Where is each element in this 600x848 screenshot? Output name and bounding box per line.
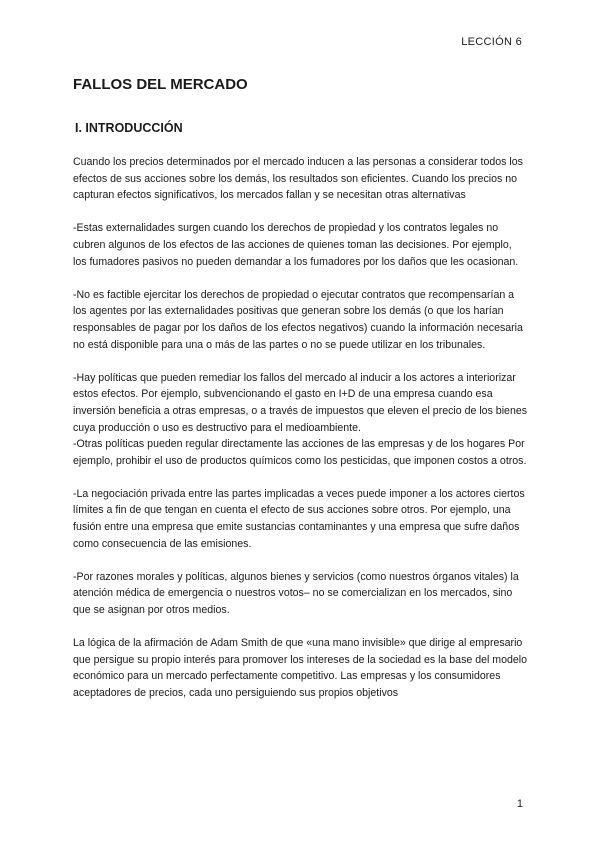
lesson-header: LECCIÓN 6 bbox=[461, 36, 522, 48]
page-title: FALLOS DEL MERCADO bbox=[73, 76, 248, 93]
paragraph: -Estas externalidades surgen cuando los derechos de propiedad y los contratos legales no cubren algunos de los efectos de las acciones de quienes toman las decisiones. Por ejemplo, los fumadores pasivos no pueden demandar a los fumadores por los daños que les ocasionan. bbox=[73, 222, 519, 268]
paragraph: -La negociación privada entre las partes implicadas a veces puede imponer a los actores ciertos límites a fin de que tengan en cuenta el efecto de sus acciones sobre otros. Por ejemplo, una fusión entre una empresa que emite sustancias contaminantes y una empresa que sufre daños como consecuencia de las emisiones. bbox=[73, 487, 525, 550]
body-text bbox=[73, 154, 528, 718]
paragraph: -Por razones morales y políticas, algunos bienes y servicios (como nuestros órganos vitales) la atención médica de emergencia o nuestros votos– no se comercializan en los mercados, sino que se asignan por otros medios. bbox=[73, 570, 519, 617]
paragraph: Cuando los precios determinados por el mercado inducen a las personas a considerar todos los efectos de sus acciones sobre los demás, los resultados son eficientes. Cuando los precios no capturan efectos significativos, los mercados fallan y se necesitan otras alternativas bbox=[73, 156, 523, 202]
section-heading: I. INTRODUCCIÓN bbox=[75, 121, 183, 135]
paragraph: -Hay políticas que pueden remediar los fallos del mercado al inducir a los actores a interiorizar estos efectos. Por ejemplo, subvencionando el gasto en I+D de una empresa cuando esa inversión beneficia a otras empresas, o a través de impuestos que eleven el precio de los bienes cuya producción o uso es destructivo para el medioambiente. bbox=[73, 371, 528, 434]
page-number: 1 bbox=[516, 798, 523, 810]
paragraph: -No es factible ejercitar los derechos de propiedad o ejecutar contratos que recompensarían a los agentes por las externalidades positivas que generan sobre los demás (o que los harían responsables de pagar por los daños de los efectos negativos) cuando la información necesaria no está disponible para una o más de las partes o no se puede utilizar en los tribunales. bbox=[73, 288, 523, 351]
paragraph: -Otras políticas pueden regular directamente las acciones de las empresas y de los hogares Por ejemplo, prohibir el uso de productos químicos como los pesticidas, que imponen costos a otros. bbox=[73, 438, 527, 467]
paragraph: La lógica de la afirmación de Adam Smith de que «una mano invisible» que dirige al empresario que persigue su propio interés para promover los intereses de la sociedad es la base del modelo económico para un mercado perfectamente competitivo. Las empresas y los consumidores aceptadores de precios, cada uno persiguiendo sus propios objetivos bbox=[73, 637, 528, 699]
